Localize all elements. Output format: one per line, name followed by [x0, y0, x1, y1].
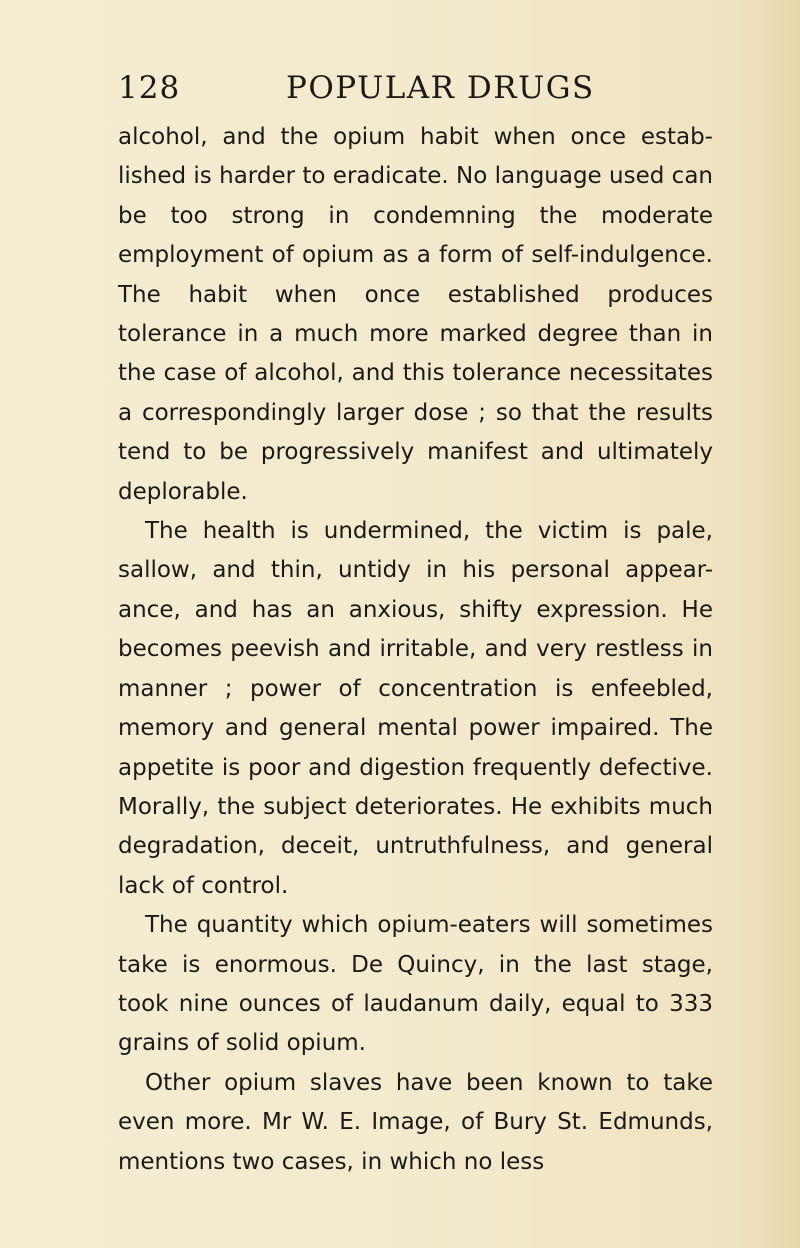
page-header: [118, 70, 693, 114]
paragraph-2: The health is undermined, the victim is pale, sallow, and thin, untidy in his personal appear-ance, and has an anxious, shifty expression. He becomes peevish and irritable, and very restless in manner ; power of concentration is enfeebled, memory and general mental power impaired. The appetite is poor and digestion frequently defective. Morally, the subject deteriorates. He exhibits much degradation, deceit, untruthfulness, and general lack of control.: [118, 518, 713, 899]
paragraph-4: Other opium slaves have been known to take even more. Mr W. E. Image, of Bury St. Edmunds, mentions two cases, in which no less: [118, 1069, 713, 1175]
running-head: POPULAR DRUGS: [286, 70, 595, 106]
body-text: [118, 118, 713, 1182]
paragraph-1: alcohol, and the opium habit when once estab-lished is harder to eradicate. No language used can be too strong in condemning the moderate employment of opium as a form of self-indulgence. The habit when once established produces tolerance in a much more marked degree than in the case of alcohol, and this tolerance necessitates a correspondingly larger dose ; so that the results tend to be progressively manifest and ultimately deplorable.: [118, 124, 713, 505]
page-number: 128: [118, 70, 181, 106]
paragraph-3: The quantity which opium-eaters will sometimes take is enormous. De Quincy, in the last stage, took nine ounces of laudanum daily, equal to 333 grains of solid opium.: [118, 912, 713, 1057]
